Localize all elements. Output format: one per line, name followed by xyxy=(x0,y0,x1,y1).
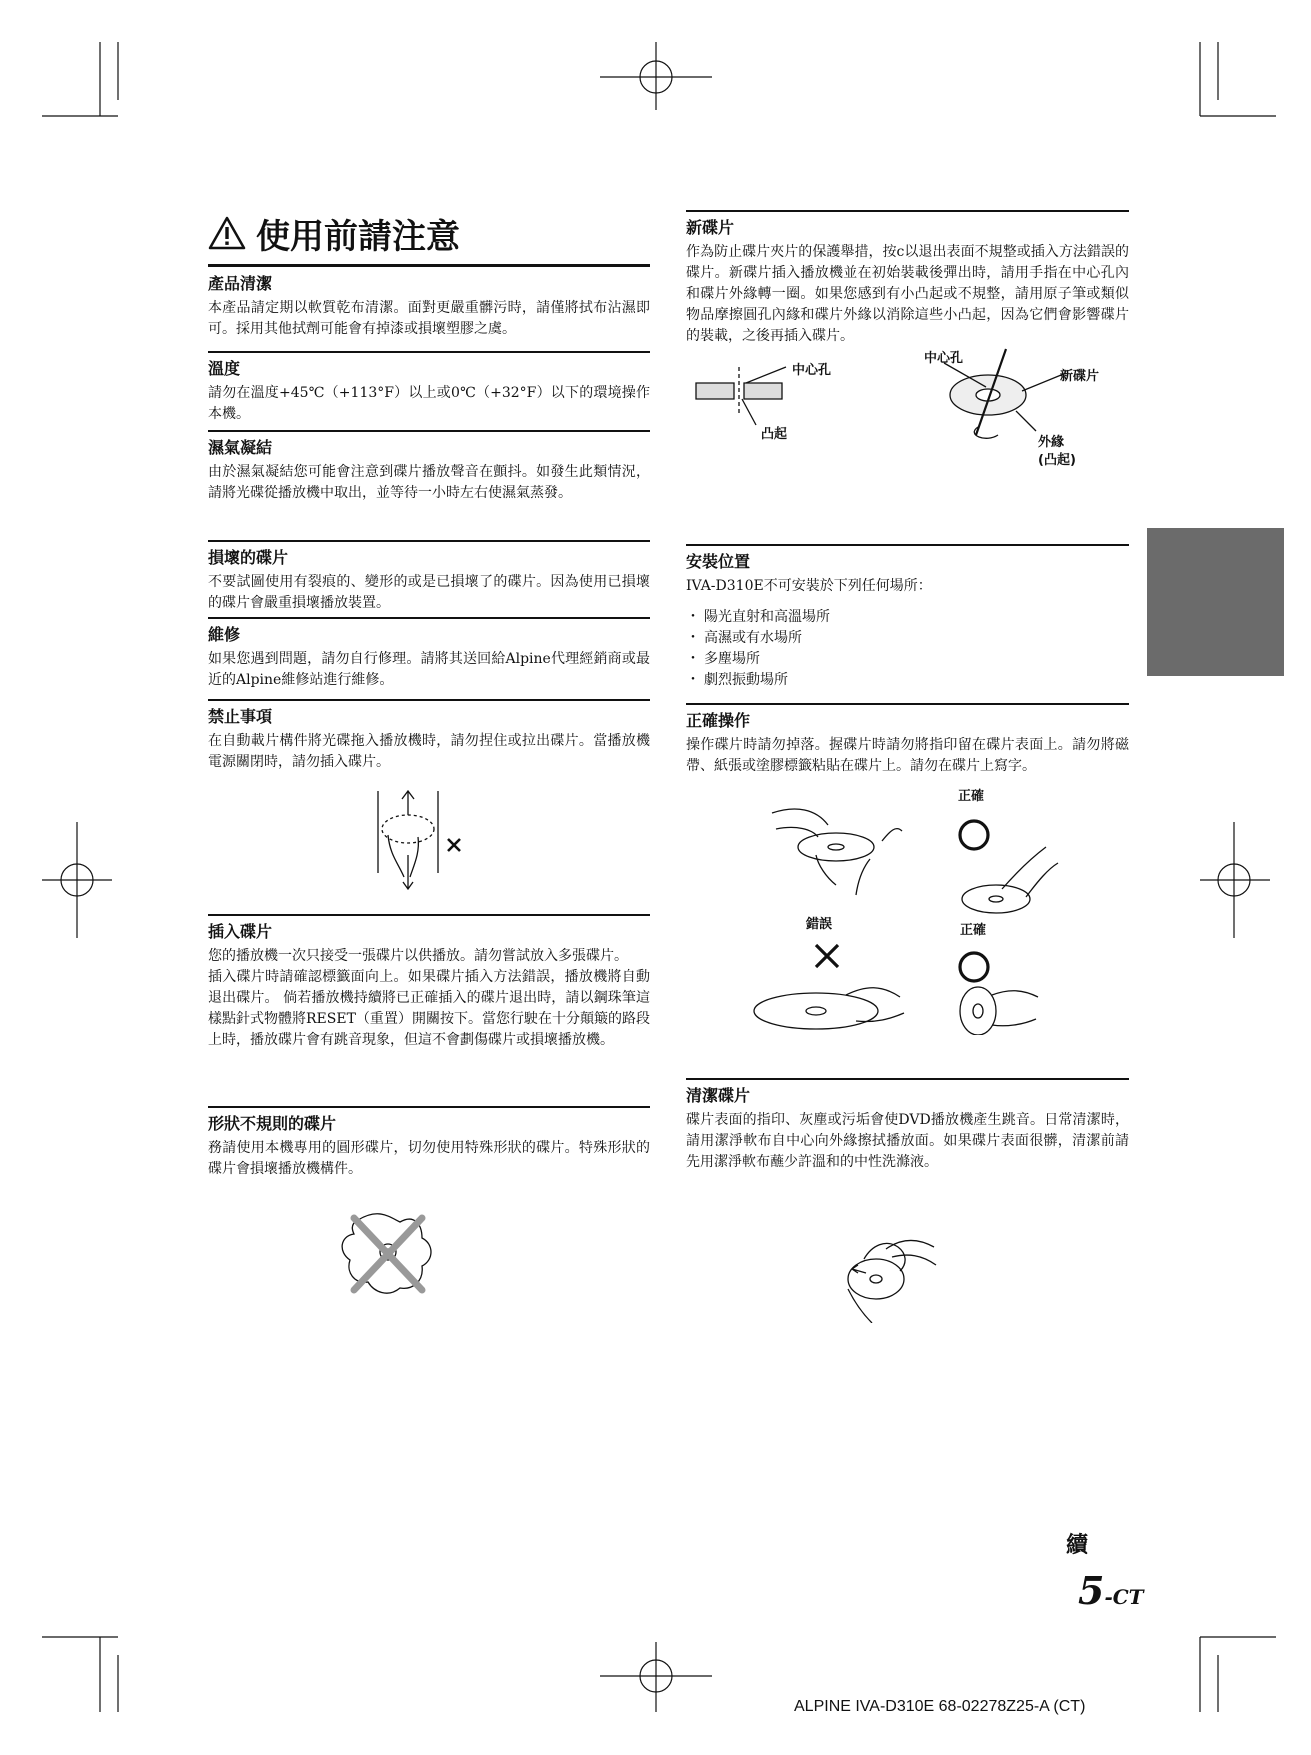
section-cleaning xyxy=(208,273,650,351)
warning-icon xyxy=(208,216,246,250)
section-condensation xyxy=(208,430,650,540)
section-text: 您的播放機一次只接受一張碟片以供播放。請勿嘗試放入多張碟片。 xyxy=(208,948,628,964)
right-column xyxy=(686,210,1129,1323)
page-number-digit: 5 xyxy=(1078,1568,1105,1613)
section-irregular-discs xyxy=(208,1106,650,1298)
list-item: ・ 陽光直射和高溫場所 xyxy=(686,607,1129,628)
disc-slot-illustration xyxy=(208,785,650,895)
section-temperature xyxy=(208,351,650,430)
section-service xyxy=(208,617,650,699)
label-center-hole: 中心孔 xyxy=(792,363,832,378)
section-text: 本產品請定期以軟質乾布清潔。面對更嚴重髒污時，請僅將拭布沾濕即可。採用其他拭劑可能會有掉漆或損壞塑膠之虞。 xyxy=(208,300,650,337)
section-text: 作為防止碟片夾片的保護舉措，按c以退出表面不規整或插入方法錯誤的碟片。新碟片插入播放機並在初始裝載後彈出時，請用手指在中心孔內和碟片外緣轉一圈。如果您感到有小凸起或不規整，請用原子筆或類似物品摩擦圓孔內緣和碟片外緣以消除這些小凸起，因為它們會影響碟片的裝載，之後再插入碟片。 xyxy=(686,244,1129,344)
section-installation-location xyxy=(686,544,1129,703)
label-new-disc: 新碟片 xyxy=(1060,369,1100,384)
section-text: 務請使用本機專用的圓形碟片，切勿使用特殊形狀的碟片。特殊形狀的碟片會損壞播放機構件。 xyxy=(208,1140,650,1177)
irregular-disc-illustration xyxy=(208,1208,650,1298)
section-text: 由於濕氣凝結您可能會注意到碟片播放聲音在顫抖。如發生此類情況，請將光碟從播放機中取出，並等待一小時左右使濕氣蒸發。 xyxy=(208,464,650,501)
section-inserting-discs xyxy=(208,914,650,1106)
label-correct: 正確 xyxy=(958,789,985,804)
section-heading: 清潔碟片 xyxy=(686,1086,751,1105)
section-text: 插入碟片時請確認標籤面向上。如果碟片插入方法錯誤，播放機將自動退出碟片。 倘若播放機持續將已正確插入的碟片退出時，請以鋼珠筆這樣點針式物體將RESET（重置）開關按下。當您行駛在十分顛簸的路段上時，播放碟片會有跳音現象，但這不會劃傷碟片或損壞播放機。 xyxy=(208,969,650,1048)
section-heading: 濕氣凝結 xyxy=(208,438,273,457)
section-heading: 正確操作 xyxy=(686,711,751,730)
location-list xyxy=(686,607,1129,691)
section-heading: 新碟片 xyxy=(686,218,735,237)
disc-cleaning-illustration xyxy=(686,1213,1129,1323)
section-prohibited xyxy=(208,699,650,914)
section-heading: 損壞的碟片 xyxy=(208,548,289,567)
section-heading: 產品清潔 xyxy=(208,274,273,293)
label-bump: 凸起 xyxy=(761,427,788,442)
section-text: 如果您遇到問題，請勿自行修理。請將其送回給Alpine代理經銷商或最近的Alpine維修站進行維修。 xyxy=(208,651,650,688)
footer-text: ALPINE IVA-D310E 68-02278Z25-A (CT) xyxy=(794,1698,1086,1715)
section-cleaning-discs xyxy=(686,1078,1129,1323)
list-item: ・ 劇烈振動場所 xyxy=(686,670,1129,691)
continued-label: 續 xyxy=(1066,1533,1089,1558)
section-text: 操作碟片時請勿掉落。握碟片時請勿將指印留在碟片表面上。請勿將磁帶、紙張或塗膠標籤粘貼在碟片上。請勿在碟片上寫字。 xyxy=(686,737,1129,774)
label-center-hole-2: 中心孔 xyxy=(924,351,964,366)
section-heading: 維修 xyxy=(208,625,241,644)
section-heading: 溫度 xyxy=(208,359,241,378)
label-outer-edge-bump: (凸起) xyxy=(1038,453,1076,468)
section-text: 不要試圖使用有裂痕的、變形的或是已損壞了的碟片。因為使用已損壞的碟片會嚴重損壞播放裝置。 xyxy=(208,574,650,611)
section-text: IVA-D310E不可安裝於下列任何場所： xyxy=(686,578,932,594)
section-text: 在自動載片構件將光碟拖入播放機時，請勿捏住或拉出碟片。當播放機電源關閉時，請勿插入碟片。 xyxy=(208,733,650,770)
new-disc-illustration xyxy=(686,347,1129,477)
section-new-discs xyxy=(686,210,1129,544)
left-column xyxy=(208,210,650,1298)
list-item: ・ 多塵場所 xyxy=(686,649,1129,670)
handling-drawing xyxy=(686,785,1129,1035)
page-number-suffix: -CT xyxy=(1104,1585,1144,1609)
page-title-text: 使用前請注意 xyxy=(256,216,460,257)
section-heading: 形狀不規則的碟片 xyxy=(208,1114,337,1133)
section-correct-handling xyxy=(686,703,1129,1078)
section-heading: 禁止事項 xyxy=(208,707,273,726)
list-item: ・ 高濕或有水場所 xyxy=(686,628,1129,649)
label-correct-2: 正確 xyxy=(960,923,987,938)
page-title xyxy=(208,210,650,267)
section-tab xyxy=(1147,528,1284,676)
handling-illustration xyxy=(686,785,1129,1035)
label-wrong: 錯誤 xyxy=(806,917,833,932)
page-number xyxy=(1078,1568,1144,1613)
label-outer-edge: 外緣 xyxy=(1038,435,1065,450)
section-heading: 安裝位置 xyxy=(686,552,751,571)
section-text: 請勿在溫度+45℃（+113°F）以上或0℃（+32°F）以下的環境操作本機。 xyxy=(208,385,650,422)
section-heading: 插入碟片 xyxy=(208,922,273,941)
section-text: 碟片表面的指印、灰塵或污垢會使DVD播放機產生跳音。日常清潔時，請用潔淨軟布自中心向外緣擦拭播放面。如果碟片表面很髒，清潔前請先用潔淨軟布蘸少許溫和的中性洗滌液。 xyxy=(686,1112,1129,1170)
section-damaged-disc xyxy=(208,540,650,617)
